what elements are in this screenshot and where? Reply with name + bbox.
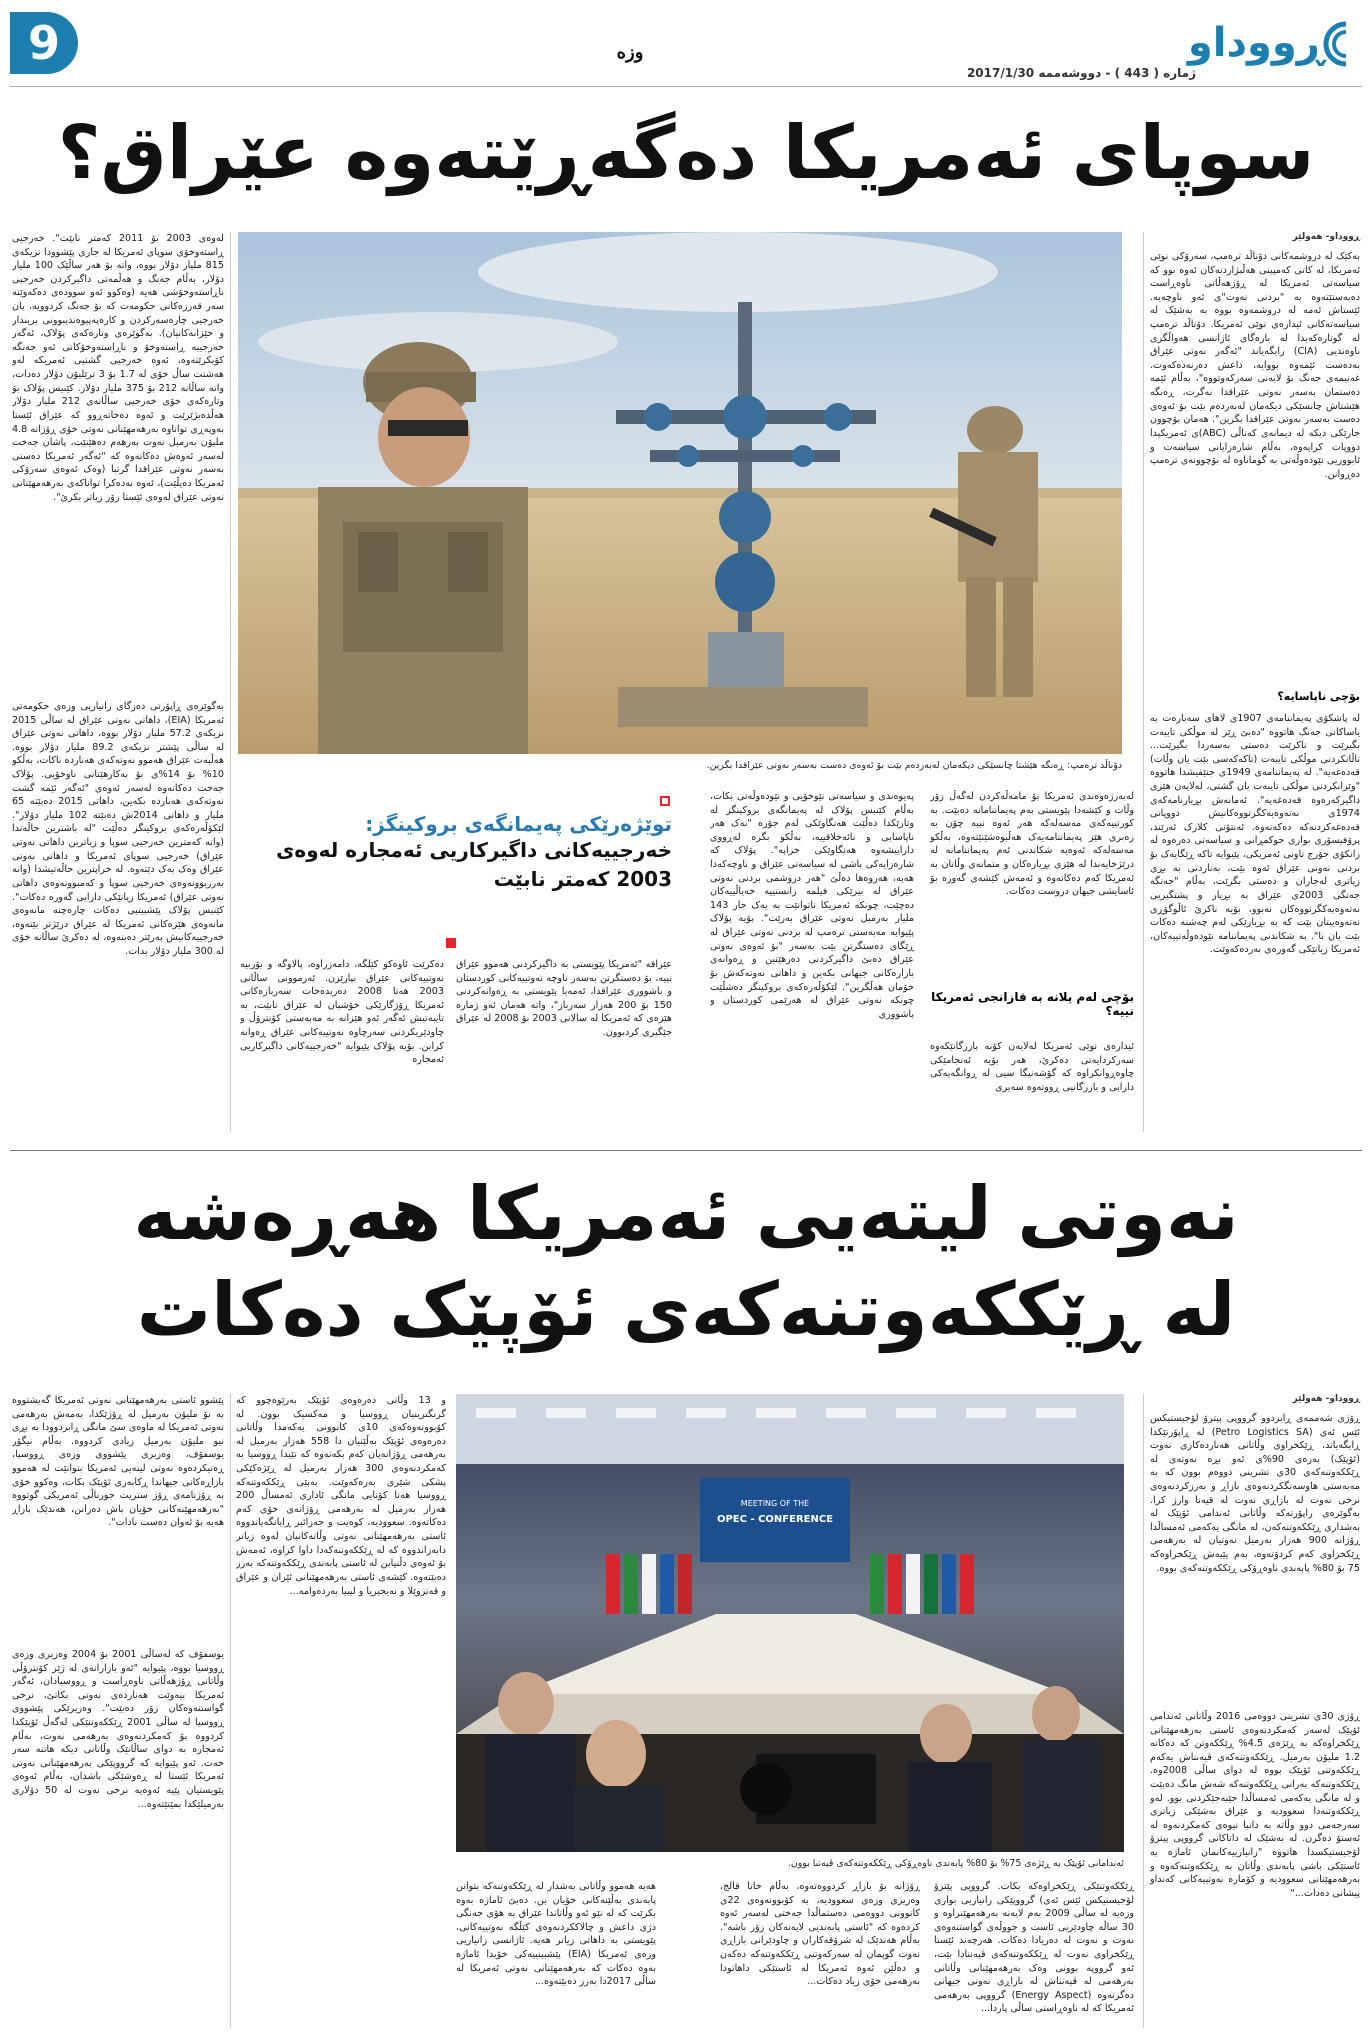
header-divider [10,86,1362,87]
pull-quote-marker [660,796,670,806]
article1-col-right-a: بەکێک لە دروشمەکانی دۆناڵد ترەمپ، سەرۆکی نوێی ئەمریکا، لە کاتی کەمپینی هەڵبژاردنەکان ئەوە بوو کە سیاسەتی ئەمریکا لە ڕۆژهەڵاتی ناوەڕاست دەبەستێتەوە بە "بردنی نەوت"ی ئەو ناوچەیە. ئێستاش ئەمە لە دروشمەوە بووە بە بەشێک لە سیاسەتەکانی ئیدارەی نوێی ئەمریکا. دۆناڵد ترەمپ لە گوتارەکەیدا لە بارەگای ئاژانسی هەواڵگری ناوەندیی (CIA) رایگەیاند "ئەگەر نەوتی عێراق بەدەست ئێمەوە بووایە، داعش دەرنەدەکەوت. غەنیمەی جەنگ بۆ لایەنی سەرکەوتووە"، بەڵام ئێمە دەستمان بەسەر نەوتی عێراقدا نەگرت، ڕەنگە هێشتاش چانسێکی دیکەمان لەبەردەم بێت بۆ ئەوەی دەست بەسەر نەوتی عێراقدا بگرین". هەمان بۆچوون جارێکی دیکە لە دیمانەی کەناڵی (ABC)ی ئەمریکیدا دووپات کرایەوە، بەڵام شارەزایانی سیاسەت و ئابووریی نێودەوڵەتی بە گوماناوە لە بۆچوونەی ترەمپ دەڕوانن. [1150,251,1360,480]
article1-pull-quote [240,812,672,894]
section-title: وزە [616,42,644,63]
column-rule [1143,1394,1144,2028]
pull-quote-line2: 2003 کەمتر نابێت [493,867,672,891]
pull-quote-source: توێژەرێکی پەیمانگەی بروکینگز: [365,812,672,836]
article1-headline: سوپای ئەمریکا دەگەڕێتەوە عێراق؟ [57,110,1315,196]
article2-col-right-a: ڕۆژی شەممەی ڕابردوو گرووپی پیترۆ لۆجیستیکس ئێس ئەی (Petro Logistics SA) لە ڕاپۆرتێکدا ڕایگەیاند، ڕێکخراوی وڵاتانی هەناردەکاری نەوت (ئۆپێک) بەرەی 90%ی ئەو بڕە نەوتەی لە ڕێککەوتنەکەی 30ی تشرینی دووەم بوون کە بە مەبەستی هاوسەنگکردنەوەی بازاڕ و بەرزکردنەوەی نرخی نەوت لە بازاڕی نەوت لە قیەنا وارژ کرا. بەگوێرەی راپۆرتەکە وڵاتانی ئەندامی ئۆپێک لە بەشداری ڕێککەوتنەکەن، لە مانگی یەکەمی ئەمساڵدا ڕۆژانە 900 هەزار بەرمیل نەوتیان لە بەرهەمی ڕێکخراوی کەم کردۆتەوە، بەم پێیەش ڕێکخراوەکە 75 بۆ 80% پابەندی ناوەڕۆکی ڕێککەوتنەکەی بووە. [1150,1413,1360,1574]
article1-col-left-a: عێراقە "ئەمریکا پێویستی بە داگیرکردنی هەموو عێراق نییە، بۆ دەستگرتن بەسەر ناوچە نەوتییەکانی کوردستان و باشووری عێراقدا، ئەمەیا پێویستی بە ڕەوانەکردنی 150 بۆ 200 هەزار سەرباز"، واتە هەمان ئەو ژمارە هێزەی کە ئەمریکا لە سالانی 2003 بۆ 2008 لە عێراق جێگیری کردبوون. [456,959,672,1039]
article2-col-mid2-a: ڕۆژانە بۆ بازاڕ کردووەتەوە، بەڵام خاتا قالج، وەزیری وزەی سعوودیە، بە کۆبوونەوەی 22ی کانوونی دووەمی دەستماڵدا جەختی لەسەر ئەوە کردەوە کە "ئاستی پابەندیی لایەنەکان زۆر باشە". بەڵام هەندێک لە شرۆڤەکاران و چاودێرانی بازاڕی نەوت گوپمان لە سەرکەوتنی ڕێککەوتنەکە دەکەن و دەڵێن ئەوە ئەمریکا لە ئاستێکی داهاتودا بەرهەمی خۆی زیاد دەکات... [720,1881,920,1988]
article2-photo-caption: ئەندامانی ئۆپێک بە ڕێژەی 75% بۆ 80% پابەندی ناوەڕۆکی ڕێککەوتنەکەی ڤیەننا بوون. [787,1858,1124,1869]
article2-byline: ڕووداو- هەولێر [1292,1394,1360,1404]
article2-headline-line2: لە ڕێککەوتنەکەی ئۆپێک دەکات [136,1267,1236,1353]
opec-sign-line1: MEETING OF THE [740,1499,810,1508]
article2-col-right-b: ڕۆژی 30ی تشرینی دووەمی 2016 وڵاتانی ئەندامی ئۆپێک لەسەر کەمکردنەوەی ئاستی بەرهەمهێنانی ڕێکخراوەکە بە ڕێژەی 4.5% ڕێککەوتن کە دەکاتە 1.2 ملیۆن بەرمیل. ڕێککەوتنەکەی ڤیەنناش یەکەم ڕێککەوتنی ئۆپێک بووە لە دوای ساڵی 2008وە. ڕێککەوتنەکە بەرانی ڕێککەوتنەکە شەش مانگ دەبێت و لە مانگی یەکەمی ئەمساڵدا جێبەجێکردنی بوو. لەو ڕێککەوتنەدا سعوودیە و عێراق بەشێکی زیاتری سەرجەمی دوو وڵاتە بە دانیا نیوەی کەمکردنەوە لە ئەستۆ دەگرن. لە بەشێک لە داتاکانی گرووپی پیترۆ لۆجیستیکسدا هاتووە "زانیارییەکانمان ئاماژە بە ئاستێکی باشی پابەندی وڵاتان بە ڕێککەوتنەکەوە و بەرهەمهێنانی سعوودیە و کۆمارە نەوتییەکانی کەنداو پیشانی دەدات..." [1150,1711,1360,1899]
issue-info: ژمارە ( 443 ) - دووشەممە 2017/1/30 [966,66,1196,80]
article2-col-farleft-a: پێشوو ئاستی بەرهەمهێنانی نەوتی ئەمریکا گەیشتووە بە نۆ ملیۆن بەرمیل لە ڕۆژێکدا، بەمەش بەرهەمی نەوتی ئەمریکا لە ماوەی سێ مانگی ڕابردوودا بە بڕی نیو ملیۆن بەرمیل زیادی کردووە. بەڵام نیگۆر یوسفۆف، وەزیری پێشووی وزەی ڕووسیا، ڕەتیکردەوە نەوتی لیتەیی ئەمریکا بتوانێت لە هەموو بازاڕەکانی جیهاندا ڕکابەری ئۆپێک بکات، وەکوو خۆی بە ڕۆژنامەی ڕۆژ ستریت جورناڵی ئەمریکی گوتووە "بەرهەمهێنەکانی خۆیان باش دەزانن، هەندێک بازاڕ هەیە بۆ ئەوان دەست نادات". [12,1395,224,1529]
column-rule [230,1394,231,2028]
newspaper-logo[interactable] [1187,14,1358,76]
article1-col-mid-b: ئیدارەی نوێی ئەمریکا لەلایەن کۆنە بازرگانێکەوە سەرکردایەتی دەکرێ، هەر بۆیە ئەنجامێکی چاوەڕوانکراوە کە گۆشەنیگا سیی لە ڕوانگەیەکی دارایی و بازرگانیی ڕووتەوە سەیری [930,1041,1134,1093]
article1-col-right-b: لە پاشکۆی پەیماننامەی 1907ی لاهای سەبارەت بە یاساکانی جەنگ هاتووە "دەبێ ڕێز لە موڵکی تایبەت بگیرێت و ناکرێت دەستی بەسەردا بگیرێت... تاڵانکردنی موڵکی تایبەت (تاکەکەسی بێت یان وڵات) قەدەغەیە". لە پەیماننامەی 1949ی جنێفیشدا هاتووە "وێرانکردنی موڵکی تایبەت یان گشتی، لەلایەن هێزی داگیرکەرەوە قەدەغەیە". ئەمانەش بڕیارنامەکەی 1974ی نەتەوەیەکگرتووەکانیش دووپاتی قەدەغەکردنەکە دەکەنەوە. ئەنتۆنی کلارک ئەرێند، پرۆفیسۆری بواری حوکمڕانی و سیاسەتی دەرەوە لە زانکۆی جۆرج تاونی ئەمریکی، پێیوایە تاکە ڕێگایەک بۆ بردنی نەوتی عێراق ئەوە بێت، بەناردنی بە بڕی زیاتری لەجاران و دەستی بگرێت، بەڵام "جەنگە جەنگی 2003ی عێراق بە بڕیار و پشتگیریی نەتەوەیەکگرتووەکان نەبوو، بۆیە ناکرێ ئاڵوگۆڕی نەتەوەییتان بێت کە بە بڕیارێکی لەم چەشنە دەکات بێت یان نا". بە شکاندنی پەیماننامە نێودەوڵەتییەکان، ئەمریکا زیانێکی گەورەی بەردەکەوێت. [1150,713,1360,956]
article2-col-mid-a: ڕێککەوتنێکی ڕێکخراوەکە بکات. گرووپی پێترۆ لۆجیستیکس ئێس ئەی) گرووپێکی زانیاریی بواری وزەیە لە ساڵی 2009 بەم لایەنە بەرهەمهێنراوە و 30 ساڵە چاودێریی ئاست و جووڵەی گواستنەوەی نەوت و نەوت لە دەریادا دەکات. هەرچەند ئێستا ڕێکخراوی نەوت لە ڕێککەوتنەکەی ڤیەننادا بێت، ئەو گرووپە بوونی وەک بەرهەمهێنانی وڵاتانی بەرهەمی لە ڤیەنناش لە بازاڕی نەوتی جیهانی دەگرنەوە (Energy Aspect) گرووپی بەرهەمی ئەمریکا کە لە ناوەڕاستی ساڵی پاردا... [934,1881,1134,2015]
article2-col-farleft-b: یوسفۆف کە لەساڵی 2001 بۆ 2004 وەزیری وزەی ڕووسیا بووە، پێیوایە "ئەو بازارانەی لە ژێر کۆنترۆڵی وڵاتانی ڕۆژهەڵاتی ناوەڕاست و ڕووسیادان، ئەگەر ئەمریکا بیەوێت هەناردەی نەوتی بکاتێ، نرخی گواستنەوەکان زۆر دەبێت". وەزیرێکی پێشووی ڕووسیا لە ساڵی 2001 ڕێککەوتنێکی لەگەڵ ئۆپێکدا کردووە بۆ کەمکردنەوەی بەرهەمی نەوت، بەڵام ئەمجارە بە دوای ساڵانێک وڵاتانی دیکە هاتنە سەر خەت. ئەو پێیوایە کە گرووپێکی بەرهەمهێنانی نەوتی ئەمریکا ئێستا لە ڕەوشێکی باشدان، بەڵام ئەوەی پێویستیان پێیە ئەوەیە نرخی نەوت لە 50 دۆلاری بەرمیلێکدا بمێنێتەوە... [12,1649,224,1810]
opec-conference-photo [456,1394,1124,1852]
logo-rays-icon [1322,20,1358,68]
opec-sign-line2: OPEC - CONFERENCE [716,1514,834,1525]
pull-quote-end-marker [446,938,456,948]
column-rule [1143,232,1144,1132]
soldiers-oil-well-photo [238,232,1122,754]
article1-byline: ڕووداو- هەولێر [1292,232,1360,242]
logo-wordmark: ڕووداو [1187,20,1324,66]
article-divider [10,1150,1362,1151]
article1-subhead-benefit: بۆچی لەم پلانە بە قازانجی ئەمریکا نییە؟ [931,990,1134,1018]
article2-col-left-a: هەیە هەموو وڵاتانی بەشدار لە ڕێککەوتنەکە بتوانن پابەندی بەڵێنەکانی خۆیان بن. دەبێ ئاماژە بەوە بکرێت کە لە نێو ئەو وڵاتاندا عێراق بە هۆی جەنگی دژی داعش و چالاککردنەوەی کێڵگە نەوتییەکانی، پێویستی بە داهاتی زیاتر هەیە. ئاژانسی زانیاریی وزەی ئەمریکا (EIA) پێشبینییەکی خۆیدا ئاماژە بەوە دەکات کە بەرهەمهێنانی نەوتی ئەمریکا لە ساڵی 2017دا بەرز دەبێتەوە... [456,1881,656,1988]
page-number: 9 [10,12,78,74]
article2-col-left-b: و 13 وڵاتی دەرەوەی ئۆپێک بەرێوەچوو کە گرنگترینیان ڕووسیا و مەکسیک بوون. لە کۆبوونەوەکەی 10ی کانوونی یەکەمدا وڵاتانی دەرەوەی ئۆپێک بەڵێنیان دا 558 هەزار بەرمیل لە بەرهەمی ڕۆژانەیان کەم بکەنەوە کە تێیدا ڕووسیا بە کەمکردنەوەی 300 هەزار بەرمیل لە ڕێژەکێکی پشکی شێری بەرەکەوێت. بەپێی ڕێککەوتنەکە ڕووسیا هەتا کۆتایی مانگی ئاداری ئەمساڵ 200 هەزار بەرمیل لە بەرهەمی ڕۆژانەی خۆی کەم دەکاتەوە. سعوودیە، کوەیت و جەزائیر ڕایانگەیاندووە ئاستی بەرهەمهێنانی نەوتی وڵاتەکانیان لەوە زیاتر دابەزاندووە کە لە ڕێککەوتنەکەدا داوا کراوە، ئەمەش بۆ ئەوەی دڵنیابن لە ئاستی پابەندی ڕێککەوتنەکە بەرز دەبێتەوە. کێشەی ئاستی بەرهەمهێنانی ئێران و عێراق و ڤەنزوێلا و نەیجیریا و لیبیا بەردەوامە... [236,1395,446,1597]
article1-col-left-b: دەکرێت ئاوەکو کێلگە، دامەزراوە، پالاوگە و بۆربیە نەوتییەکانی عێراق بپارێزن. ئەزموونی ساڵانی 2003 هەتا 2008 دەریدەخات سەربازەکانی ئەمریکا ڕۆژگارێکی خۆشیان لە عێراق نابێت، بە تایبەتیش ئەگەر ئەو هێزانە بە مەبەستی کۆنترۆڵ و چاودێریکردنی سەرچاوە نەوتییەکانی عێراق ڕەوانە کرابن. بۆیە پۆلاک پێیوایە "خەرجییەکانی داگیرکاریی ئەمجارە [240,959,444,1066]
article1-col-mid-a: لەبەرژەوەندی ئەمریکا بۆ مامەڵەکردن لەگەڵ زۆر وڵات و کێشەدا پێویستی بەم پەیماننامانە دەبێت. بە کورتییەکەی مەسەلەکە هەر ئەوە نییە چۆن بە زەبری هێز پەیماننامەیەک هەڵبوەشێنێتەوە، بەڵکو مەسەلەکە ئەوەیە شکاندنی ئەم پەیماننامانە لە درێژخایەندا لە هێزی بڕیارەکان و متمانەی وڵاتان بە ئەمریکا کەم دەکاتەوە و ئەمەش کێشەی گەورە بۆ ئاسایشی جیهان دروست دەکات. [930,791,1134,898]
article1-subhead-legality: بۆچی ناپاسایە؟ [1277,690,1360,703]
pull-quote-line1: خەرجییەکانی داگیرکاریی ئەمجارە لەوەی [276,838,672,862]
article1-col-farleft-a: لەوەی 2003 بۆ 2011 کەمتر نابێت". خەرجیی ڕاستەوخۆی سوپای ئەمریکا لە جاری پێشوودا نزیکەی 815 ملیار دۆلار بووە، واتە بۆ هەر ساڵێک 100 ملیار دۆلار، بەڵام جەنگ و هەڵمەتی داگیرکردن خەرجیی ناڕاستەوخۆشی هەیە (وەکوو ئەو سوودەی دەکەوێتە سەر قەرزەکانی حکومەت کە بۆ جەنگ کردوویە، یان خەرجیی چارەسەرکردن و کارەپەپیوەندیبوونی بریندار و خێزانەکانیان). بەگوێرەی وتارەکەی پۆلاک، ئەگەر خەرجییە ڕاستەوخۆ و ناڕاستەوخۆکانی ئەو جەنگە کۆبکرێتەوە، ئەوە خەرجیی گشتیی ئەمریکە لەو هەشتت ساڵ خۆی لە 1.7 بۆ 3 ترێلیۆن دۆلار دەدات، واتە ساڵانە 212 بۆ 375 ملیار دۆلار. کێنیس پۆلاک بۆ وتارەکەی خۆی خەرجیی ساڵانەی 212 ملیار دۆلار هەڵدەبژێرێت و ئەوە دەخاتەڕوو کە عێراق ئێستا بەوپەڕی تواناوە بەرهەمهێنانی نەوتی خۆی ڕۆژانە 4.8 ملیۆن بەرمیل نەوت بەرهەم دەهێنێت، پاشان جەخت لەسەر ئەوەش دەکاتەوە کە "ئەگەر ئەمریکا دەستی بەسەر نەوتی عێراقدا گرتبا (وەک ئەوەی سەرۆکی ئەمریکا دەیڵێت)، ئەوە نەدەکرا تواناکەی بەرهەمهێنانی نەوتی عێراق لەوەی ئێستا زۆر زیاتر بکرێ". [12,233,224,503]
column-rule [230,232,231,1132]
article1-col-farleft-b: بەگوێرەی ڕاپۆرتی دەزگای زانیاریی وزەی حکومەتی ئەمریکا (EIA)، داهاتی نەوتی عێراق لە ساڵی 2015 نزیکەی 57.2 ملیار دۆلار بووە، داهاتی نەوتی عێراق لە ساڵی پێشتر نزیکەی 89.2 ملیار دۆلار بووە. هەڵبەت عێراق هەموو نەوتەکەی هەناردە ناکات، بەڵکو 10% بۆ 14%ی بۆ بەکارهێنانی ناوخۆیی. پۆلاک جەخت دەکاتەوە لەسەر ئەوەی "ئەگەر ئێمە گشت نەوتەکەی هەناردە بکەین، داهاتی 2015 دەبێتە 65 ملیار و داهاتی 2014ش دەبێتە 102 ملیار دۆلار". لێکۆڵەرەکەی بروکینگز دەڵێت "لە باشترین حاڵەتدا (واتە کەمترین خەرجیی سوپا و زیاترین داهاتی نەوتی عێراق) خەرجیی سوپای ئەمریکا و داهاتی نەوتی عێراق وەک یەک دێتەوە. لە خراپترین حاڵەتیشدا (واتە بەرزبوونەوەی خەرجیی سوپا و کەمبوونەوەی داهاتی نەوتی عێراق) ئەمریکا زیانێکی دارایی گەورە دەکات". کێنیس پۆلاک پێشبینیی دەکات چارەچنە مانەوەی مانەوەی هێزەکانی ئەمریکا لە عێراق درێژتر بێتەوە، خەرجییەکانیش بەرێتر دەبنەوە، لە دەکرێ ساڵانە خۆی لە 300 ملیار دۆلار بدات. [12,701,224,957]
article1-col-mid2-a: پەیوەندی و سیاسەتی نێوخۆیی و نێودەوڵەتی بکات، بەڵام کێنیس پۆلاک لە پەیمانگەی بروکینگز لە وتارێکدا دەڵێت هەنگاوێکی لەم جۆرە "نەک هەر ناپاسایی و نائەخلاقییە، بەڵکو بگرە لەڕووی داراییشەوە هەنگاوێکی خراپە". پۆلاک کە شارەزایەکی باشی لە سیاسەتی عێراق و ناوچەکەدا هەیە، هەروەها دەڵێ "هەر دروشمی بردنی نەوتی عێراق لە بیرێکی فیلمە زانستییە خەیاڵییەکان دەچێت، چونکە ئەمریکا ناتوانێت بە یەک جار 143 ملیار بەرمیل نەوتی عێراق بەرێت". بۆیە پۆلاک پێیوایە مەبەستی ترەمپ لە بردنی نەوتی عێراق لە ڕێگای دەستگرتن بێت بەسەر "بۆ ئەوەی نەوتی عێراق دەبێ داگیرکردنی دەرهێنین و ڕەوانەی بازارەکانی جیهانی بکەین و داهاتی نەوتەکەش بۆ خۆمان هەڵگرین". لێکۆڵەرەکەی بروکینگز دەشڵێت چونکە نەوتی عێراق لە هەرێمی کوردستان و باشووری [710,791,914,1020]
article1-photo-caption: دۆناڵد ترەمپ: ڕەنگە هێشتا چانسێکی دیکەمان لەبەردەم بێت بۆ ئەوەی دەست بەسەر نەوتی عێراقدا بگرین. [706,760,1122,771]
article2-headline-line1: نەوتی لیتەیی ئەمریکا هەڕەشە [133,1171,1239,1257]
